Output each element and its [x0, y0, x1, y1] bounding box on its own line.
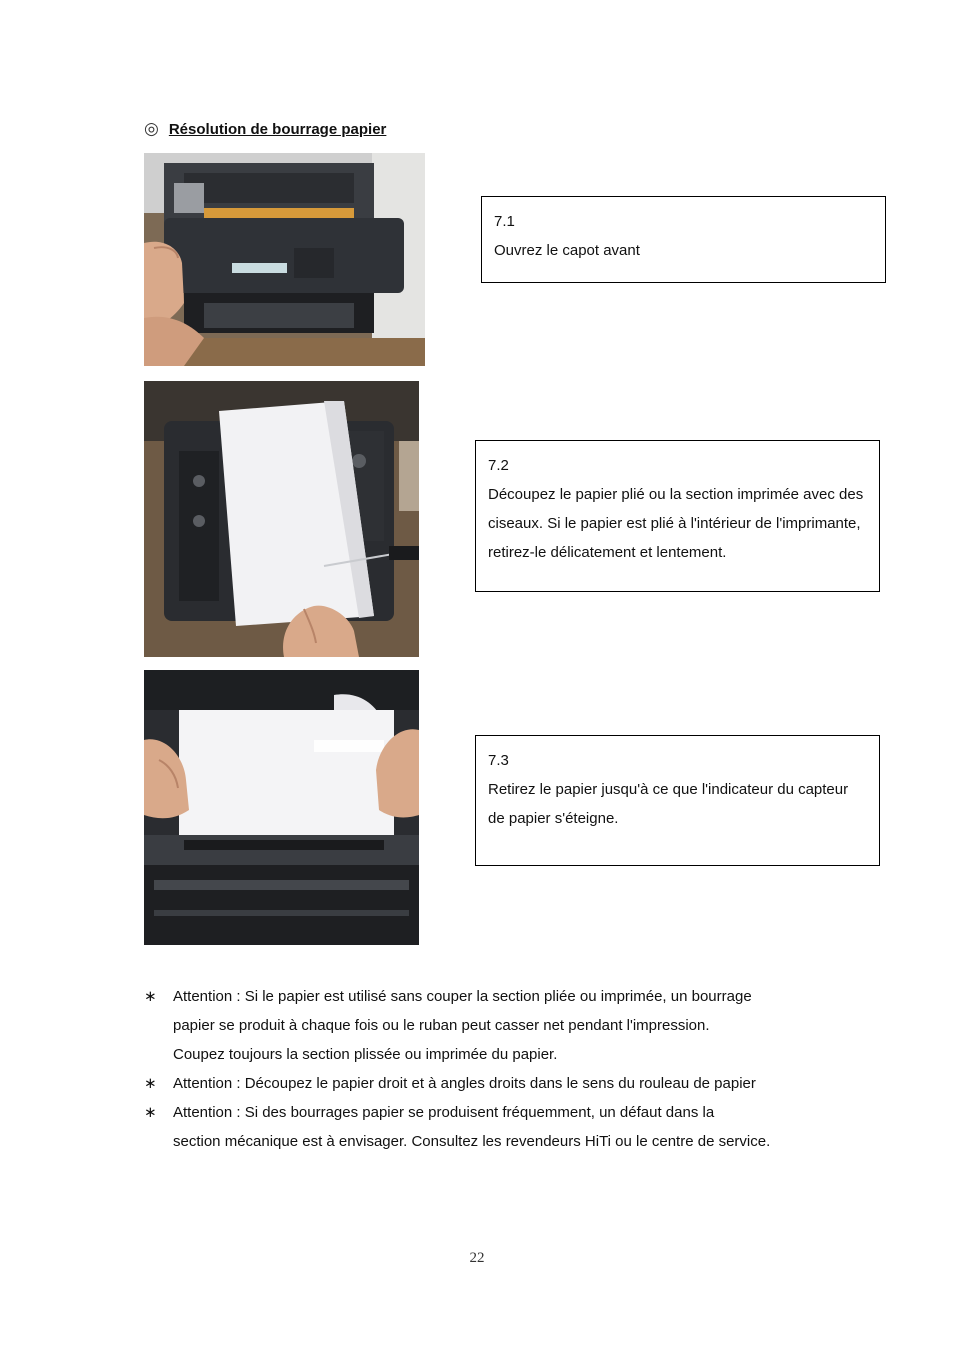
step-text: Retirez le papier jusqu'à ce que l'indicateur du capteur de papier s'éteigne.	[488, 781, 849, 827]
cut-paper-illustration	[144, 381, 419, 657]
remove-paper-illustration	[144, 670, 419, 945]
photo-open-front-cover	[144, 153, 425, 366]
attention-notes	[144, 982, 824, 1156]
step-text: Ouvrez le capot avant	[494, 242, 640, 259]
section-heading	[144, 119, 386, 139]
section-title: Résolution de bourrage papier	[168, 120, 387, 138]
step-number: 7.3	[488, 752, 509, 769]
note-line: papier se produit à chaque fois ou le ruban peut casser net pendant l'impression.	[173, 1017, 710, 1034]
note-line: Coupez toujours la section plissée ou imprimée du papier.	[173, 1046, 558, 1063]
printer-cover-illustration	[144, 153, 425, 366]
step-box-7-3	[475, 735, 880, 866]
note-line: Attention : Découpez le papier droit et à angles droits dans le sens du rouleau de papier	[173, 1075, 756, 1092]
attention-note	[144, 1098, 824, 1156]
asterisk-icon: ∗	[144, 1074, 157, 1092]
attention-note	[144, 982, 824, 1069]
photo-cut-paper	[144, 381, 419, 657]
step-box-7-1	[481, 196, 886, 283]
note-line: section mécanique est à envisager. Consultez les revendeurs HiTi ou le centre de service.	[173, 1133, 771, 1150]
step-number: 7.1	[494, 213, 515, 230]
photo-remove-paper	[144, 670, 419, 945]
asterisk-icon: ∗	[144, 987, 157, 1005]
note-line: Attention : Si des bourrages papier se produisent fréquemment, un défaut dans la	[173, 1104, 715, 1121]
note-line: Attention : Si le papier est utilisé sans couper la section pliée ou imprimée, un bourrage	[173, 988, 752, 1005]
double-circle-bullet-icon: ◎	[144, 119, 159, 139]
step-text: Découpez le papier plié ou la section imprimée avec des ciseaux. Si le papier est plié à l'intérieur de l'imprimante, retirez-le délicatement et lentement.	[488, 486, 864, 561]
step-box-7-2	[475, 440, 880, 592]
attention-note	[144, 1069, 824, 1098]
asterisk-icon: ∗	[144, 1103, 157, 1121]
step-number: 7.2	[488, 457, 509, 474]
page-number: 22	[469, 1250, 485, 1266]
